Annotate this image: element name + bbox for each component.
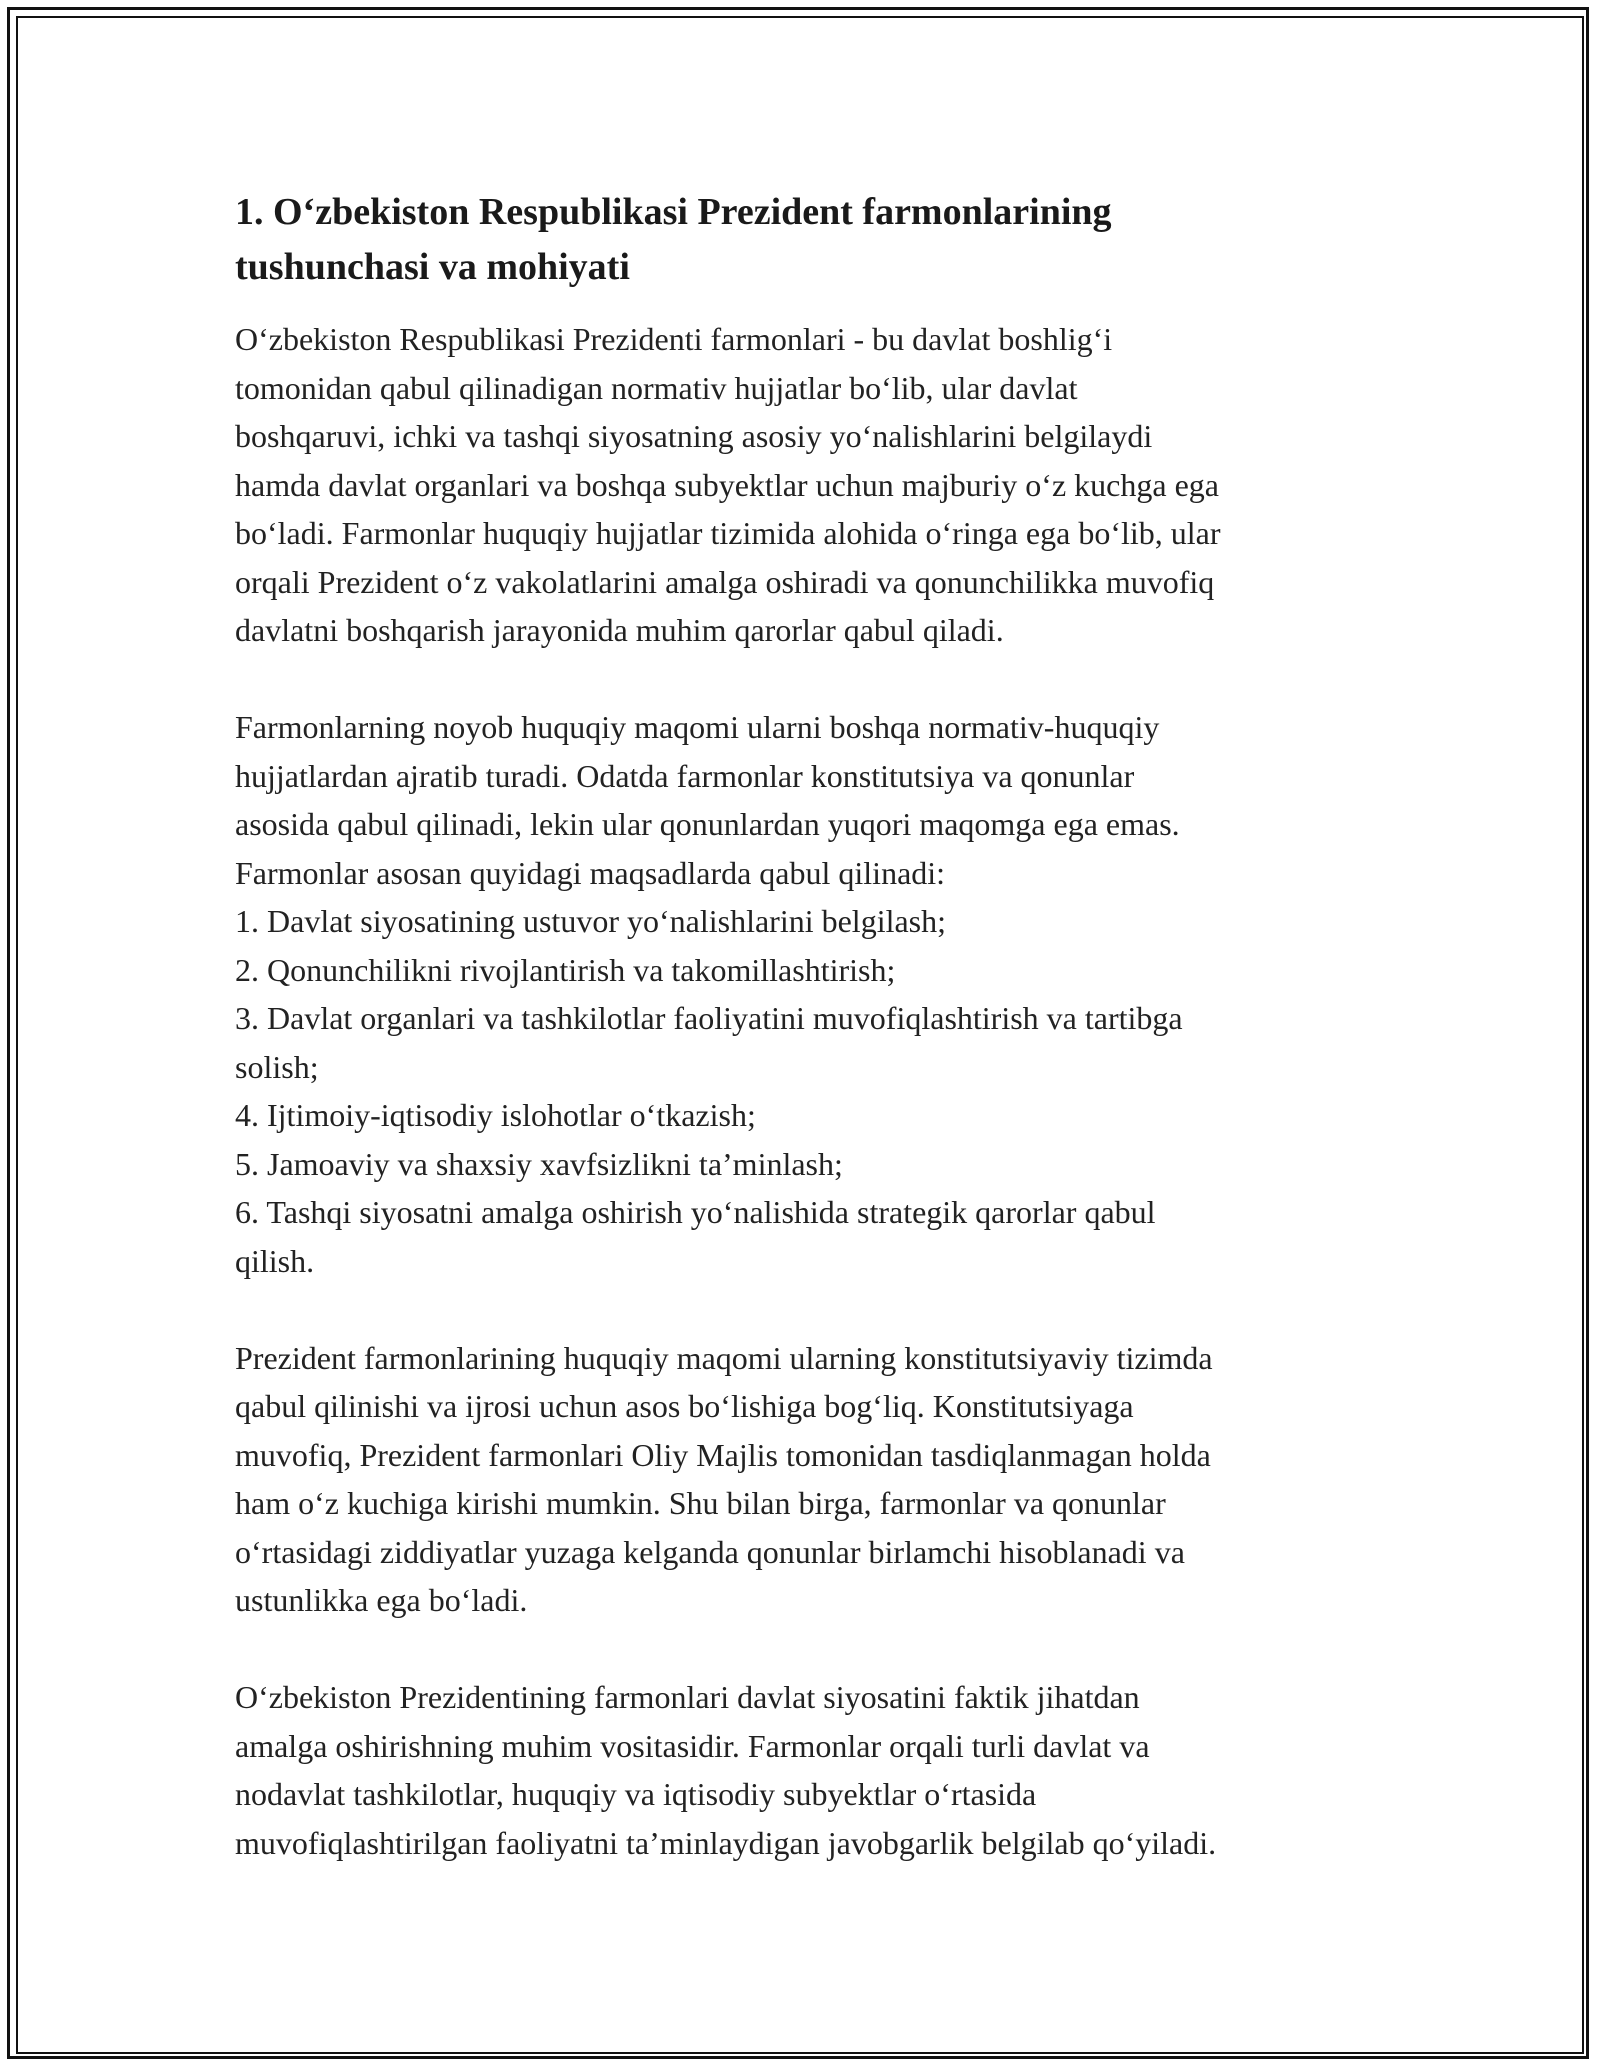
text-line: orqali Prezident o‘z vakolatlarini amalga oshiradi va qonunchilikka muvofiq	[235, 563, 1215, 600]
text-line: muvofiqlashtirilgan faoliyatni ta’minlaydigan javobgarlik belgilab qo‘yiladi.	[235, 1824, 1217, 1861]
text-line: amalga oshirishning muhim vositasidir. Farmonlar orqali turli davlat va	[235, 1727, 1150, 1764]
list-item: 6. Tashqi siyosatni amalga oshirish yo‘nalishida strategik qarorlar qabul	[235, 1194, 1156, 1230]
paragraph-constitutional-basis	[235, 1334, 1375, 1625]
text-line: muvofiq, Prezident farmonlari Oliy Majlis tomonidan tasdiqlanmagan holda	[235, 1436, 1211, 1473]
text-line: qabul qilinishi va ijrosi uchun asos bo‘lishiga bog‘liq. Konstitutsiyaga	[235, 1388, 1134, 1424]
list-item: 2. Qonunchilikni rivojlantirish va takomillashtirish;	[235, 951, 896, 988]
list-item-continuation: qilish.	[235, 1242, 315, 1279]
heading-line: tushunchasi va mohiyati	[235, 246, 630, 288]
paragraph-spacer	[235, 1285, 1375, 1334]
text-line: asosida qabul qilinadi, lekin ular qonunlardan yuqori maqomga ega emas.	[235, 806, 1180, 842]
text-line: ustunlikka ega bo‘ladi.	[235, 1582, 528, 1618]
heading-line: 1. O‘zbekiston Respublikasi Prezident farmonlarining	[235, 191, 1112, 233]
paragraph-legal-status	[235, 703, 1375, 1285]
paragraph-spacer	[235, 655, 1375, 704]
text-line: ham o‘z kuchiga kirishi mumkin. Shu bilan birga, farmonlar va qonunlar	[235, 1485, 1166, 1521]
section-heading	[235, 185, 1375, 295]
text-line: o‘rtasidagi ziddiyatlar yuzaga kelganda qonunlar birlamchi hisoblanadi va	[235, 1533, 1185, 1570]
text-line: tomonidan qabul qilinadigan normativ hujjatlar bo‘lib, ular davlat	[235, 369, 1078, 406]
paragraph-definition	[235, 315, 1375, 655]
text-line: hujjatlardan ajratib turadi. Odatda farmonlar konstitutsiya va qonunlar	[235, 757, 1135, 794]
list-item: 5. Jamoaviy va shaxsiy xavfsizlikni ta’minlash;	[235, 1145, 843, 1182]
text-line: O‘zbekiston Respublikasi Prezidenti farmonlari - bu davlat boshlig‘i	[235, 321, 1113, 357]
list-item: 4. Ijtimoiy-iqtisodiy islohotlar o‘tkazish;	[235, 1097, 756, 1133]
text-line: O‘zbekiston Prezidentining farmonlari davlat siyosatini faktik jihatdan	[235, 1679, 1140, 1715]
text-line: bo‘ladi. Farmonlar huquqiy hujjatlar tizimida alohida o‘ringa ega bo‘lib, ular	[235, 515, 1221, 551]
text-line: Prezident farmonlarining huquqiy maqomi ularning konstitutsiyaviy tizimda	[235, 1339, 1213, 1376]
text-line: Farmonlarning noyob huquqiy maqomi ularni boshqa normativ-huquqiy	[235, 709, 1160, 745]
text-line: nodavlat tashkilotlar, huquqiy va iqtisodiy subyektlar o‘rtasida	[235, 1776, 1037, 1812]
document-body	[235, 185, 1375, 1867]
paragraph-policy-instrument	[235, 1673, 1375, 1867]
text-line: Farmonlar asosan quyidagi maqsadlarda qabul qilinadi:	[235, 854, 946, 891]
text-line: hamda davlat organlari va boshqa subyektlar uchun majburiy o‘z kuchga ega	[235, 466, 1219, 503]
text-line: davlatni boshqarish jarayonida muhim qarorlar qabul qiladi.	[235, 612, 1004, 648]
text-line: boshqaruvi, ichki va tashqi siyosatning asosiy yo‘nalishlarini belgilaydi	[235, 418, 1153, 454]
list-item: 1. Davlat siyosatining ustuvor yo‘nalishlarini belgilash;	[235, 903, 947, 939]
list-item: 3. Davlat organlari va tashkilotlar faoliyatini muvofiqlashtirish va tartibga	[235, 1000, 1183, 1036]
list-item-continuation: solish;	[235, 1048, 319, 1085]
paragraph-spacer	[235, 1625, 1375, 1674]
